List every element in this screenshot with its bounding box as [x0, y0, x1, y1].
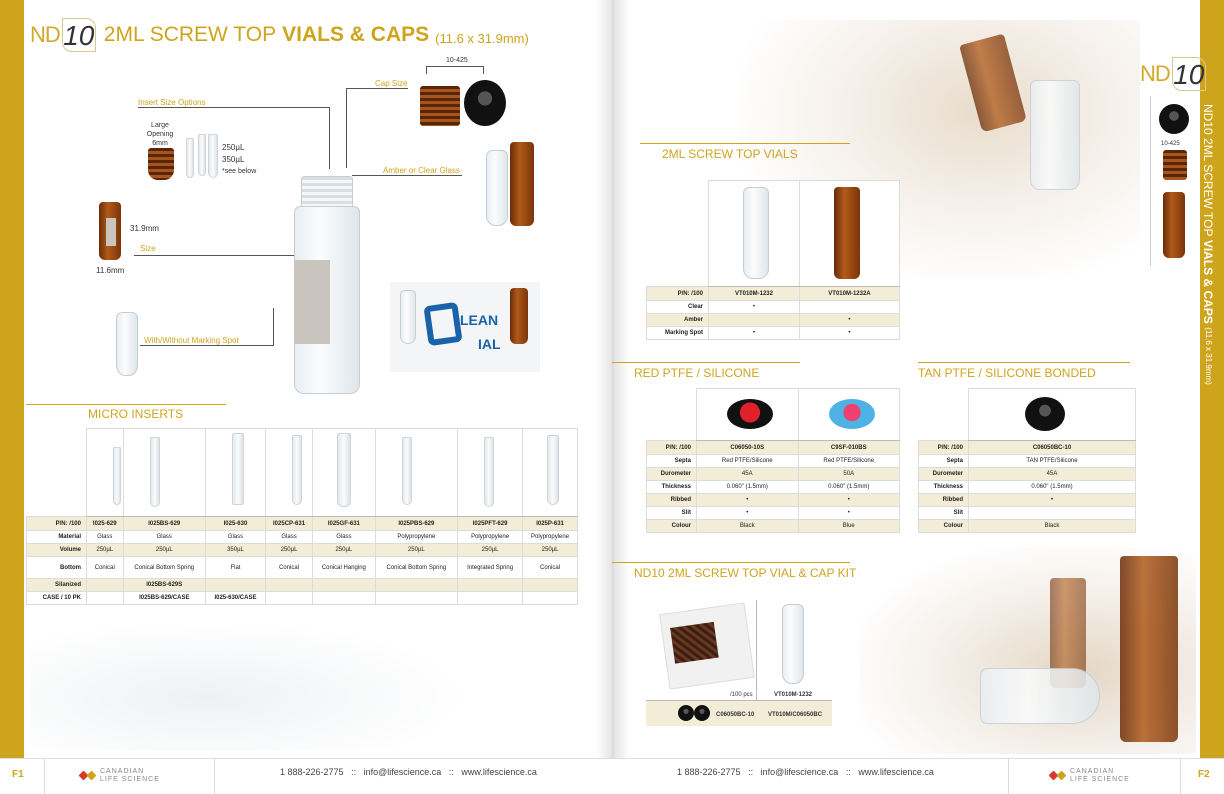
- cap-thread-bracket: [426, 66, 484, 74]
- insert-img-cell: [206, 429, 266, 517]
- insert-img-cell: [265, 429, 312, 517]
- insert-image-1: [186, 138, 194, 178]
- see-below-note: *see below: [222, 168, 257, 175]
- thumb-amber-vial: [1163, 192, 1185, 258]
- page-gutter: [596, 0, 630, 760]
- logo-check-mark: [423, 302, 462, 346]
- canadian-life-science-logo-icon: [1050, 768, 1066, 784]
- table-row: CASE / 10 PK I025BS-629/CASE I025-630/CASE: [27, 592, 578, 605]
- size-pointer: [134, 255, 294, 256]
- insert-250-label: 250µL: [222, 143, 245, 152]
- table-row: Septa TAN PTFE/Silicone: [919, 455, 1136, 468]
- kit-rule: [612, 562, 850, 563]
- kit-title: ND10 2ML SCREW TOP VIAL & CAP KIT: [634, 566, 857, 580]
- vial-amber-cell: [799, 181, 899, 287]
- cap-thread-label: 10-425: [446, 57, 468, 64]
- micro-image-row: [27, 429, 578, 517]
- amber-clear-label: Amber or Clear Glass: [383, 166, 460, 175]
- right-footer-contact: 1 888-226-2775 :: info@lifescience.ca :: www.lifescience.ca: [677, 767, 934, 777]
- title-light: 2ML SCREW TOP: [103, 23, 277, 46]
- marking-spot-pointer: [140, 308, 274, 346]
- side-title-bold: VIALS & CAPS: [1201, 239, 1215, 324]
- insert-img-cell: [87, 429, 124, 517]
- table-row: P/N: /100 I025-629 I025BS-629 I025-630 I025CP-631 I025GF-631 I025PBS-629 I025PFT-629 I025P-631: [27, 517, 578, 531]
- insert-img-cell: [313, 429, 375, 517]
- marking-spot-vial: [116, 312, 138, 376]
- insert-img-cell: [375, 429, 457, 517]
- height-dimension: 31.9mm: [130, 224, 159, 233]
- side-title-light: ND10 2ML SCREW TOP: [1201, 104, 1215, 237]
- table-row: Clear •: [647, 301, 900, 314]
- size-label: Size: [140, 244, 156, 253]
- table-row: Bottom Conical Conical Bottom Spring Flat Conical Conical Hanging Conical Bottom Spring Integrated Spring Conical: [27, 557, 578, 579]
- footer-website-link[interactable]: www.lifescience.ca: [461, 767, 537, 777]
- table-row: Thickness 0.060" (1.5mm) 0.060" (1.5mm): [647, 481, 900, 494]
- table-row: Volume 250µL 250µL 350µL 250µL 250µL 250µL 250µL 250µL: [27, 544, 578, 557]
- micro-inserts-title: MICRO INSERTS: [88, 407, 184, 421]
- kit-cap-pn: C06050BC-10: [716, 712, 755, 718]
- table-row: Amber •: [647, 314, 900, 327]
- micro-inserts-table: [26, 428, 578, 605]
- right-page-header: [1140, 58, 1206, 90]
- insert-image-3: [208, 134, 218, 178]
- table-row: Marking Spot • •: [647, 327, 900, 340]
- title-dimensions: (11.6 x 31.9mm): [435, 30, 529, 46]
- table-row: Colour Black Blue: [647, 520, 900, 533]
- insert-img-cell: [123, 429, 205, 517]
- logo-line1: CANADIAN: [100, 768, 145, 775]
- red-ptfe-table: [646, 388, 900, 533]
- red-ptfe-rule: [612, 362, 800, 363]
- insert-size-label: Insert Size Options: [138, 98, 206, 107]
- logo-text-line2: IAL: [478, 336, 501, 352]
- canadian-life-science-logo-icon: [80, 768, 96, 784]
- kit-box-image: [659, 602, 755, 689]
- table-row: Ribbed •: [919, 494, 1136, 507]
- blue-cap-cell: [798, 389, 900, 441]
- table-row: Silanized I025BS-629S: [27, 579, 578, 592]
- thumb-cap-icon: [1159, 104, 1189, 134]
- clean-vial-logo: [390, 282, 540, 372]
- right-nd-number: 10: [1173, 59, 1205, 90]
- hero-clear-vial: [1030, 80, 1080, 190]
- hero-amber-vial: [959, 34, 1027, 133]
- logo-line2: LIFE SCIENCE: [100, 776, 160, 783]
- left-page-number: F1: [12, 769, 24, 780]
- side-vertical-title: [1199, 104, 1223, 404]
- red-ptfe-title: RED PTFE / SILICONE: [634, 366, 760, 380]
- footer-email-link-right[interactable]: info@lifescience.ca: [760, 767, 839, 777]
- kit-vial-image: [782, 604, 804, 684]
- photo-amber-vial-large: [1120, 556, 1178, 742]
- logo-amber-vial: [510, 288, 528, 344]
- table-row: P/N: /100 C06050-10S C9SF-010BS: [647, 441, 900, 455]
- insert-image-2: [198, 134, 206, 176]
- footer-phone-right[interactable]: 1 888-226-2775: [677, 767, 741, 777]
- left-footer-logo: [80, 765, 160, 787]
- black-cap-image: [464, 80, 506, 126]
- main-vial-neck: [301, 176, 353, 208]
- table-row: P/N: /100 VT010M-1232 VT010M-1232A: [647, 287, 900, 301]
- footer-email-link[interactable]: info@lifescience.ca: [363, 767, 442, 777]
- table-row: Durometer 45A: [919, 468, 1136, 481]
- insert-img-cell: [458, 429, 523, 517]
- table-row: Ribbed • •: [647, 494, 900, 507]
- side-title-dims: (11.6 x 31.9mm): [1204, 327, 1213, 385]
- width-dimension: 11.6mm: [96, 266, 125, 275]
- tan-cap-cell: [969, 389, 1136, 441]
- photo-clear-vial-lying: [980, 668, 1100, 724]
- tan-ptfe-title: TAN PTFE / SILICONE BONDED: [918, 366, 1096, 380]
- table-row: Slit • •: [647, 507, 900, 520]
- insert-img-cell: [523, 429, 578, 517]
- left-page-header: [30, 18, 529, 52]
- kit-vial-pn: VT010M-1232: [774, 692, 813, 698]
- cap-size-pointer: [346, 88, 408, 168]
- kit-pn: VT010M/C06050BC: [768, 712, 823, 718]
- logo-clear-vial: [400, 290, 416, 344]
- right-page-number: F2: [1198, 769, 1210, 780]
- nd-code: ND: [30, 22, 60, 47]
- footer: [0, 758, 1224, 794]
- marking-spot-label: With/Without Marking Spot: [144, 336, 239, 345]
- footer-website-link-right[interactable]: www.lifescience.ca: [858, 767, 934, 777]
- table-row: Thickness 0.060" (1.5mm): [919, 481, 1136, 494]
- logo-text-line1: LEAN: [460, 312, 499, 328]
- amber-vial-neck-image: [420, 86, 460, 126]
- large-opening-vial-image: [148, 148, 174, 180]
- micro-inserts-rule: [26, 404, 226, 405]
- amber-vial-thumb: [510, 142, 534, 226]
- kit-qty-label: /100 pcs: [730, 692, 753, 698]
- footer-phone[interactable]: 1 888-226-2775: [280, 767, 344, 777]
- right-nd-code: ND: [1140, 61, 1170, 86]
- vials-bottom-photo: [860, 548, 1196, 754]
- thumb-neck-image: [1163, 150, 1187, 180]
- left-footer-contact: 1 888-226-2775 :: info@lifescience.ca :: www.lifescience.ca: [280, 767, 537, 777]
- tan-ptfe-rule: [918, 362, 1130, 363]
- glass-inserts-photo: [30, 620, 470, 750]
- vials-table: [646, 180, 900, 340]
- cap-size-label: Cap Size: [375, 79, 408, 88]
- table-row: Colour Black: [919, 520, 1136, 533]
- vials-rule: [640, 143, 850, 144]
- vial-clear-cell: [709, 181, 800, 287]
- left-accent-bar: [0, 0, 24, 760]
- nd-number: 10: [63, 20, 95, 51]
- size-vial-spot: [106, 218, 116, 246]
- clear-vial-thumb: [486, 150, 508, 226]
- side-thumbnails: [1150, 96, 1196, 266]
- table-row: P/N: /100 C06050BC-10: [919, 441, 1136, 455]
- title-bold: VIALS & CAPS: [282, 23, 430, 46]
- amber-clear-pointer: [352, 175, 462, 185]
- kit-pn-row: [646, 700, 832, 726]
- table-row: Septa Red PTFE/Silicone Red PTFE/Silicone: [647, 455, 900, 468]
- tan-ptfe-table: [918, 388, 1136, 533]
- thumb-thread-label: 10-425: [1161, 141, 1180, 147]
- table-row: Slit: [919, 507, 1136, 520]
- large-opening-label: Large Opening 6mm: [146, 122, 174, 147]
- table-row: Material Glass Glass Glass Glass Glass Polypropylene Polypropylene Polypropylene: [27, 531, 578, 544]
- insert-350-label: 350µL: [222, 155, 245, 164]
- red-cap-cell: [697, 389, 799, 441]
- main-vial-marking-spot: [294, 260, 330, 344]
- vials-title: 2ML SCREW TOP VIALS: [662, 147, 798, 161]
- table-row: Durometer 45A 50A: [647, 468, 900, 481]
- right-footer-logo: CANADIAN LIFE SCIENCE: [1050, 765, 1130, 787]
